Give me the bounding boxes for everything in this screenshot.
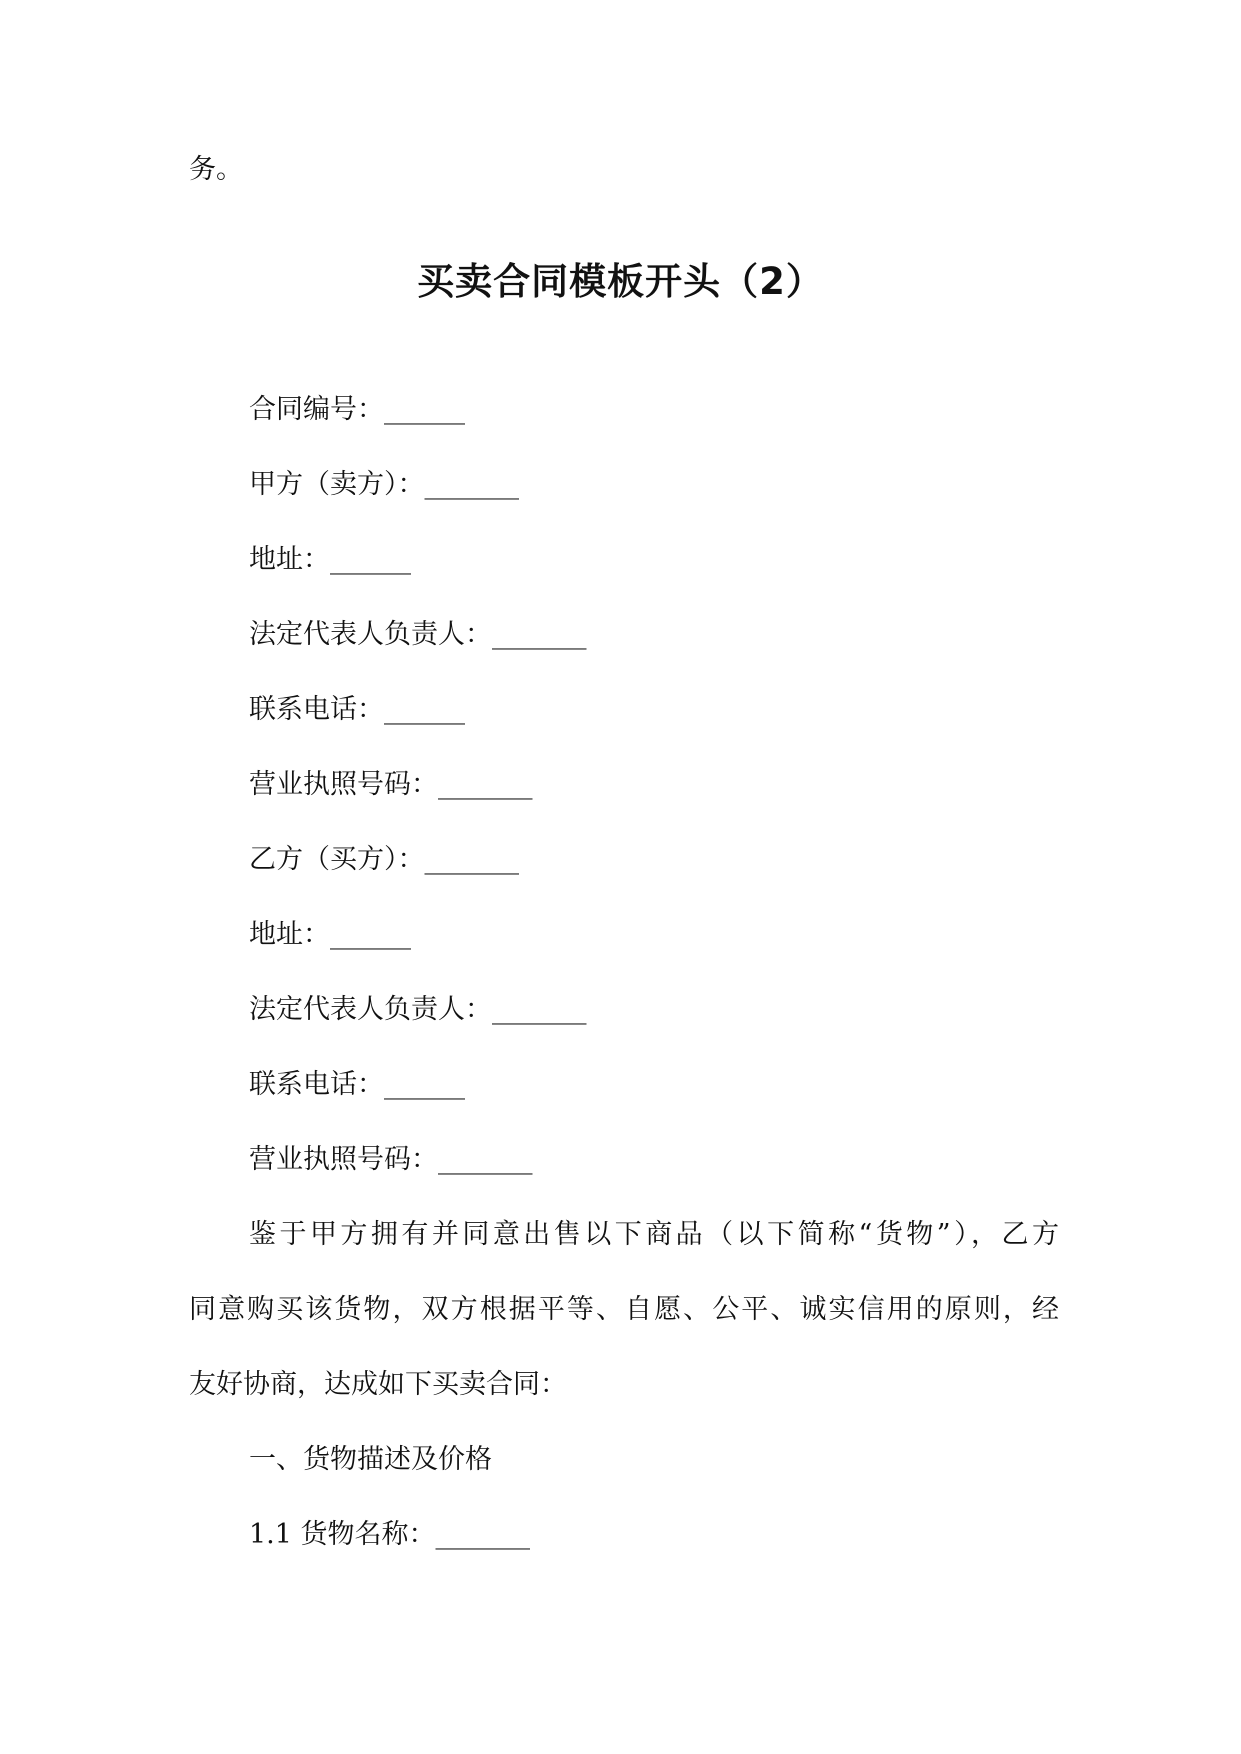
paragraph-line-1: 鉴于甲方拥有并同意出售以下商品（以下简称“货物”），乙方	[249, 1219, 1059, 1250]
field-contract-number: 合同编号：______	[249, 394, 465, 425]
paragraph-line-3: 友好协商，达成如下买卖合同：	[189, 1369, 567, 1400]
item-goods-name: 1.1 货物名称：_______	[249, 1519, 531, 1550]
field-party-b-address: 地址：______	[249, 919, 411, 950]
field-party-a-phone: 联系电话：______	[249, 694, 465, 725]
field-party-a-license: 营业执照号码：_______	[249, 769, 533, 800]
document-title: 买卖合同模板开头（2）	[417, 260, 824, 303]
field-party-b-buyer: 乙方（买方）：_______	[249, 844, 519, 875]
continuation-text: 务。	[189, 154, 243, 185]
field-party-b-legal-rep: 法定代表人负责人：_______	[249, 994, 587, 1025]
field-party-b-phone: 联系电话：______	[249, 1069, 465, 1100]
field-party-b-license: 营业执照号码：_______	[249, 1144, 533, 1175]
section-heading: 一、货物描述及价格	[249, 1444, 492, 1475]
paragraph-line-2: 同意购买该货物，双方根据平等、自愿、公平、诚实信用的原则，经	[189, 1294, 1059, 1325]
field-party-a-address: 地址：______	[249, 544, 411, 575]
field-party-a-legal-rep: 法定代表人负责人：_______	[249, 619, 587, 650]
field-party-a-seller: 甲方（卖方）：_______	[249, 469, 519, 500]
